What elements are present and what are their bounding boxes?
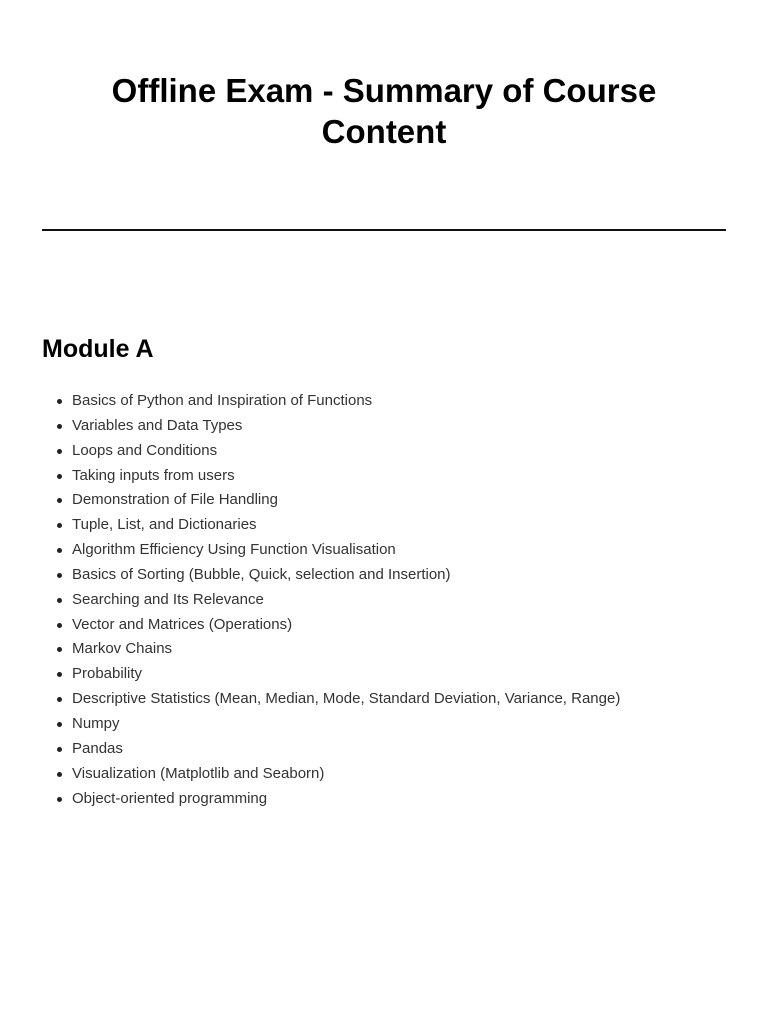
- list-item: [72, 712, 620, 737]
- bullet-icon: [57, 523, 62, 528]
- bullet-icon: [57, 647, 62, 652]
- bullet-icon: [57, 797, 62, 802]
- topic-label: Probability: [72, 665, 143, 683]
- list-item: [72, 513, 620, 538]
- topic-label: Variables and Data Types: [72, 416, 243, 434]
- title-divider: [42, 229, 726, 231]
- topic-label: Descriptive Statistics (Mean, Median, Mode, Standard Deviation, Variance, Range): [72, 690, 621, 708]
- topic-label: Numpy: [72, 714, 120, 732]
- bullet-icon: [57, 747, 62, 752]
- list-item: [72, 488, 620, 513]
- bullet-icon: [57, 697, 62, 702]
- bullet-icon: [57, 598, 62, 603]
- bullet-icon: [57, 623, 62, 628]
- topic-label: Taking inputs from users: [72, 466, 235, 484]
- bullet-icon: [57, 672, 62, 677]
- topic-label: Visualization (Matplotlib and Seaborn): [72, 764, 325, 782]
- topic-label: Basics of Python and Inspiration of Functions: [72, 392, 373, 409]
- list-item: [72, 787, 620, 812]
- module-heading: Module A: [42, 335, 154, 363]
- list-item: [72, 762, 620, 787]
- topic-label: Searching and Its Relevance: [72, 590, 264, 608]
- bullet-icon: [57, 573, 62, 578]
- topic-label: Markov Chains: [72, 640, 173, 658]
- topic-label: Tuple, List, and Dictionaries: [72, 516, 257, 534]
- topic-list: [72, 389, 620, 811]
- list-item: [72, 588, 620, 613]
- topic-label: Basics of Sorting (Bubble, Quick, selection and Insertion): [72, 565, 451, 583]
- list-item: [72, 613, 620, 638]
- bullet-icon: [57, 424, 62, 429]
- topic-label: Vector and Matrices (Operations): [72, 615, 293, 633]
- list-item: [72, 737, 620, 762]
- list-item: [72, 389, 620, 414]
- list-item: [72, 439, 620, 464]
- list-item: [72, 687, 620, 712]
- topic-label: Object-oriented programming: [72, 789, 268, 807]
- bullet-icon: [57, 449, 62, 454]
- topic-label: Algorithm Efficiency Using Function Visualisation: [72, 541, 396, 559]
- page-title: Offline Exam - Summary of Course Content: [111, 72, 657, 150]
- list-item: [72, 563, 620, 588]
- topic-label: Loops and Conditions: [72, 441, 218, 459]
- topic-label: Demonstration of File Handling: [72, 491, 278, 509]
- list-item: [72, 637, 620, 662]
- bullet-icon: [57, 548, 62, 553]
- bullet-icon: [57, 399, 62, 404]
- bullet-icon: [57, 498, 62, 503]
- bullet-icon: [57, 474, 62, 479]
- list-item: [72, 662, 620, 687]
- topic-label: Pandas: [72, 739, 123, 757]
- list-item: [72, 538, 620, 563]
- list-item: [72, 414, 620, 439]
- bullet-icon: [57, 722, 62, 727]
- list-item: [72, 464, 620, 489]
- bullet-icon: [57, 772, 62, 777]
